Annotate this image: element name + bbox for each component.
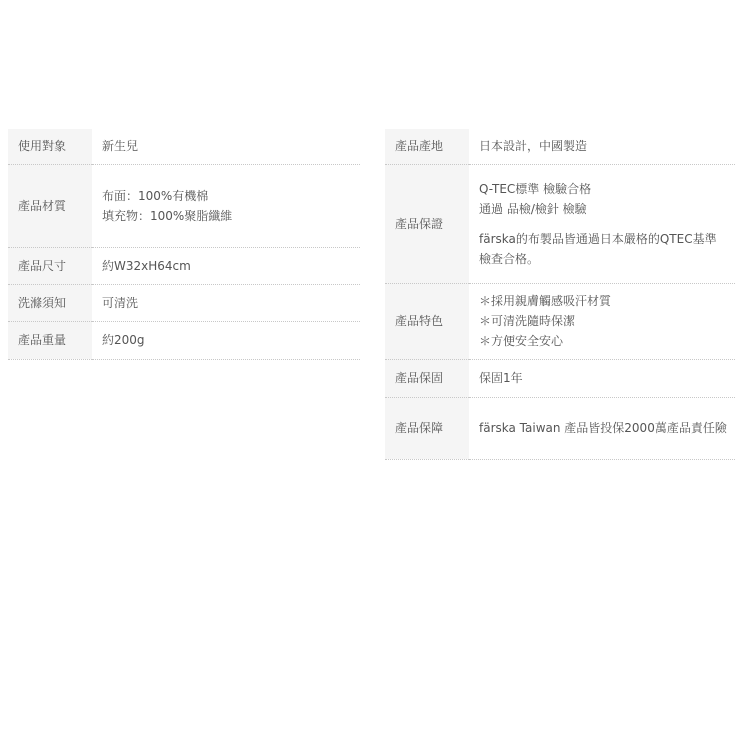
- spec-value-line: ＊方便安全安心: [479, 334, 564, 348]
- spec-row-features: [385, 283, 735, 359]
- spec-value-line: färska的布製品皆通過日本嚴格的QTEC基準: [479, 231, 717, 246]
- spec-table-left: [8, 129, 360, 360]
- spec-value-line: 約W32xH64cm: [102, 258, 191, 273]
- spec-value: [469, 129, 735, 164]
- spec-value-line: 保固1年: [479, 371, 523, 385]
- spec-value: [469, 283, 735, 359]
- spec-value-line: 通過 品檢/檢針 檢驗: [479, 201, 587, 216]
- spec-value: [92, 284, 360, 321]
- spec-row-weight: [8, 321, 360, 359]
- spec-label: 產品材質: [8, 164, 92, 247]
- spec-label: 產品特色: [385, 283, 469, 359]
- spec-value-line: 可清洗: [102, 295, 139, 310]
- spec-label: 產品產地: [385, 129, 469, 164]
- spec-label: 使用對象: [8, 129, 92, 164]
- spec-value: [92, 321, 360, 359]
- spec-label: 產品保障: [385, 397, 469, 459]
- spec-value-line: 檢查合格。: [479, 251, 540, 266]
- spec-value: [469, 359, 735, 397]
- spec-label: 產品保固: [385, 359, 469, 397]
- spec-row-material: [8, 164, 360, 247]
- spec-row-origin: [385, 129, 735, 164]
- spec-row-warranty: [385, 359, 735, 397]
- spec-row-guarantee: [385, 164, 735, 283]
- spec-value: [92, 129, 360, 164]
- spec-row-size: [8, 247, 360, 284]
- spec-value-line: 填充物：100%聚脂纖維: [102, 208, 233, 223]
- spec-value-gap: [479, 219, 725, 229]
- spec-row-insurance: [385, 397, 735, 459]
- spec-row-washing: [8, 284, 360, 321]
- spec-label: 產品保證: [385, 164, 469, 283]
- spec-value-line: 約200g: [102, 333, 145, 347]
- spec-value-line: 布面：100%有機棉: [102, 188, 209, 203]
- spec-value: [92, 164, 360, 247]
- spec-label: 產品重量: [8, 321, 92, 359]
- spec-value-line: färska Taiwan 產品皆投保2000萬產品責任險: [479, 421, 727, 435]
- spec-label: 洗滌須知: [8, 284, 92, 321]
- spec-value-line: ＊可清洗隨時保潔: [479, 314, 576, 328]
- spec-row-target: [8, 129, 360, 164]
- spec-value: [92, 247, 360, 284]
- spec-value: [469, 397, 735, 459]
- spec-value-line: ＊採用親膚觸感吸汗材質: [479, 294, 612, 308]
- spec-value-line: Q-TEC標準 檢驗合格: [479, 181, 592, 196]
- spec-label: 產品尺寸: [8, 247, 92, 284]
- spec-value-line: 日本設計，中國製造: [479, 139, 588, 154]
- spec-table-right: [385, 129, 735, 460]
- spec-value: [469, 164, 735, 283]
- spec-value-line: 新生兒: [102, 139, 139, 154]
